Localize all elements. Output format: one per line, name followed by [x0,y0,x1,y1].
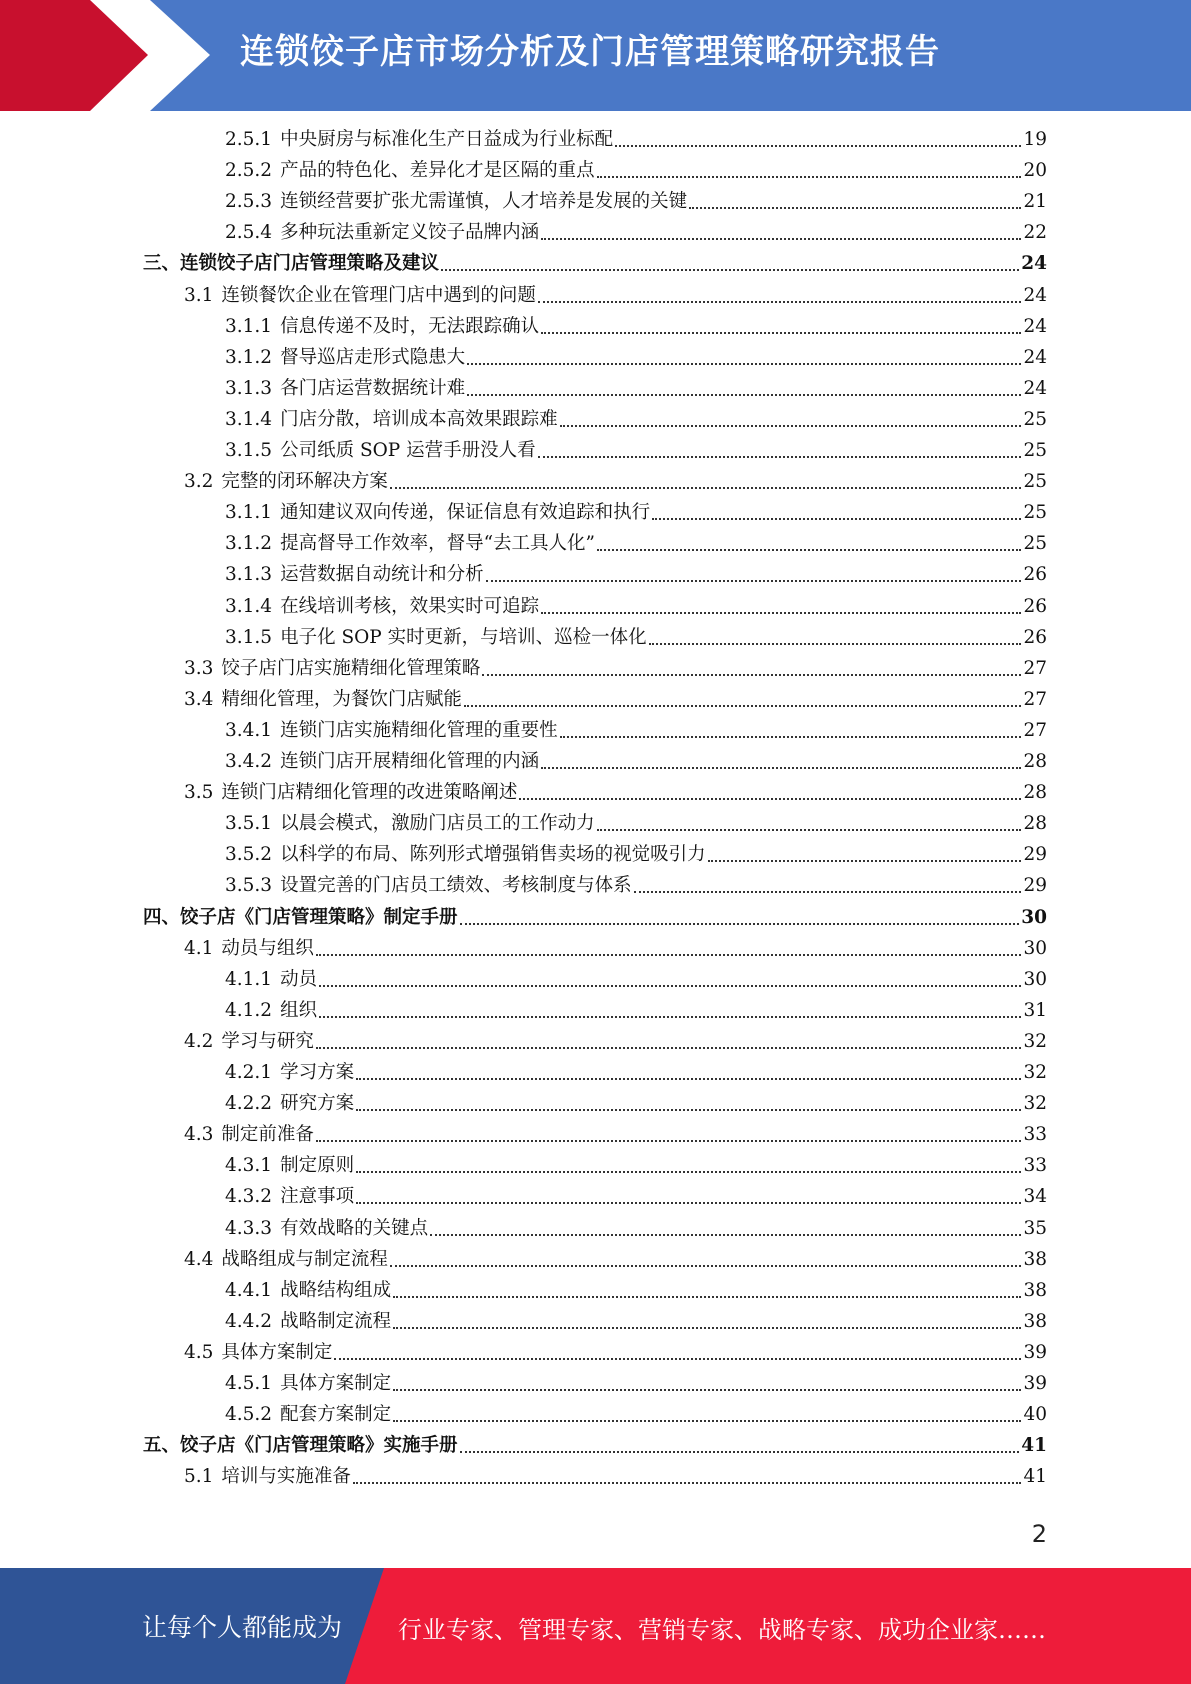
toc-entry-number: 3.4.1 [225,719,273,741]
toc-leader-dots [634,891,1022,893]
toc-leader-dots [560,736,1022,738]
toc-entry-page: 24 [1023,346,1047,368]
toc-entry-number: 3.1.2 [225,346,273,368]
toc-entry-number: 3.5.3 [225,875,273,897]
toc-entry-title: 三、连锁饺子店门店管理策略及建议 [143,253,440,275]
toc-entry[interactable] [184,1122,1047,1148]
toc-entry[interactable] [225,438,1047,464]
toc-leader-dots [393,1296,1021,1298]
toc-entry-title: 具体方案制定 [280,1373,392,1394]
toc-entry[interactable] [225,811,1047,837]
toc-entry[interactable] [225,562,1047,588]
toc-entry-page: 27 [1023,657,1047,679]
toc-entry-title: 学习方案 [280,1062,355,1083]
toc-entry-title: 研究方案 [280,1093,355,1115]
toc-entry-title: 以晨会模式，激励门店员工的工作动力 [280,813,595,835]
toc-entry-number: 3.1 [184,284,214,306]
toc-entry[interactable] [225,749,1047,775]
toc-leader-dots [597,549,1021,551]
toc-entry-title: 多种玩法重新定义饺子品牌内涵 [280,222,540,244]
toc-entry-title: 饺子店门店实施精细化管理策略 [221,657,481,679]
toc-entry[interactable] [225,220,1047,246]
toc-entry-number: 3.2 [184,471,214,493]
toc-entry-page: 41 [1023,1466,1047,1488]
toc-entry-title: 连锁门店开展精细化管理的内涵 [280,751,540,772]
toc-entry-page: 32 [1023,1062,1047,1083]
toc-entry-page: 24 [1023,284,1047,306]
page-footer [0,1568,1191,1684]
toc-entry[interactable] [225,873,1047,899]
toc-entry[interactable] [184,656,1047,682]
toc-entry[interactable] [225,376,1047,402]
toc-entry-title: 战略结构组成 [280,1279,392,1301]
toc-entry-number: 4.1.1 [225,968,273,990]
toc-entry-page: 33 [1023,1124,1047,1146]
toc-entry-title: 学习与研究 [221,1030,314,1052]
toc-entry[interactable] [225,1060,1047,1086]
toc-entry-title: 连锁门店实施精细化管理的重要性 [280,719,558,741]
toc-entry-title: 设置完善的门店员工绩效、考核制度与体系 [280,875,632,897]
toc-entry-title: 提高督导工作效率，督导“去工具人化” [280,533,595,555]
toc-entry-page: 20 [1023,160,1047,182]
toc-entry-title: 制定原则 [280,1155,355,1177]
toc-leader-dots [356,1202,1021,1204]
toc-leader-dots [482,674,1021,676]
toc-entry-number: 3.1.2 [225,533,273,555]
toc-entry[interactable] [184,1340,1047,1366]
toc-entry-number: 3.1.3 [225,377,273,399]
toc-leader-dots [560,425,1022,427]
toc-entry-number: 3.3 [184,657,214,679]
toc-entry-page: 32 [1023,1093,1047,1115]
toc-entry-page: 33 [1023,1155,1047,1177]
toc-entry-number: 4.5.1 [225,1373,273,1394]
toc-leader-dots [597,176,1022,178]
toc-entry-page: 28 [1023,751,1047,772]
toc-entry-title: 门店分散，培训成本高效果跟踪难 [280,408,558,430]
toc-entry[interactable] [225,500,1047,526]
toc-entry[interactable] [225,531,1047,557]
toc-entry-title: 动员 [280,968,318,990]
toc-entry-page: 28 [1023,813,1047,835]
toc-leader-dots [319,985,1021,987]
toc-entry-page: 38 [1023,1279,1047,1301]
toc-entry[interactable] [225,1091,1047,1117]
toc-entry-title: 动员与组织 [221,937,314,959]
toc-leader-dots [316,954,1022,956]
toc-leader-dots [467,394,1021,396]
toc-entry-page: 30 [1021,906,1047,928]
toc-entry[interactable] [225,625,1047,651]
toc-leader-dots [393,1389,1021,1391]
toc-leader-dots [615,145,1021,147]
toc-entry[interactable] [225,1402,1047,1428]
toc-entry-number: 4.2 [184,1030,214,1052]
toc-entry-number: 5.1 [184,1466,214,1488]
toc-entry-page: 25 [1023,533,1047,555]
toc-entry-page: 34 [1023,1186,1047,1208]
toc-leader-dots [390,487,1022,489]
toc-entry-title: 产品的特色化、差异化才是区隔的重点 [280,160,595,182]
toc-entry[interactable] [225,842,1047,868]
toc-leader-dots [460,1451,1020,1453]
toc-entry-number: 2.5.3 [225,191,273,213]
toc-leader-dots [390,1265,1022,1267]
toc-entry-page: 41 [1021,1435,1047,1457]
toc-entry[interactable] [184,1464,1047,1490]
toc-entry-number: 4.4 [184,1248,214,1270]
toc-leader-dots [430,1234,1021,1236]
toc-entry-page: 26 [1023,564,1047,586]
toc-entry[interactable] [143,251,1047,277]
toc-entry-title: 公司纸质 SOP 运营手册没人看 [280,440,536,461]
toc-entry-title: 战略制定流程 [280,1310,392,1332]
toc-entry-title: 以科学的布局、陈列形式增强销售卖场的视觉吸引力 [280,844,706,866]
toc-leader-dots [319,1016,1021,1018]
toc-leader-dots [486,580,1022,582]
toc-entry[interactable] [184,469,1047,495]
toc-leader-dots [597,829,1022,831]
toc-entry[interactable] [225,158,1047,184]
toc-entry[interactable] [184,283,1047,309]
toc-entry-title: 战略组成与制定流程 [221,1248,388,1270]
toc-entry-page: 25 [1023,408,1047,430]
toc-entry-title: 督导巡店走形式隐患大 [280,346,466,368]
toc-entry[interactable] [184,1247,1047,1273]
toc-entry[interactable] [225,407,1047,433]
toc-entry-page: 21 [1023,191,1047,213]
toc-entry-page: 22 [1023,222,1047,244]
toc-entry-number: 3.5.1 [225,813,273,835]
toc-entry-title: 信息传递不及时，无法跟踪确认 [280,315,540,337]
toc-leader-dots [519,798,1021,800]
toc-entry[interactable] [225,998,1047,1024]
toc-entry[interactable] [143,1433,1047,1459]
toc-entry-page: 26 [1023,595,1047,617]
toc-entry-number: 2.5.1 [225,129,273,150]
toc-entry-page: 24 [1021,253,1047,275]
toc-leader-dots [356,1109,1021,1111]
toc-entry-title: 电子化 SOP 实时更新，与培训、巡检一体化 [280,626,647,648]
toc-entry-number: 4.1 [184,937,214,959]
toc-entry-number: 4.2.2 [225,1093,273,1115]
toc-entry-number: 3.5 [184,782,214,804]
toc-entry-title: 连锁门店精细化管理的改进策略阐述 [221,782,518,804]
page-number: 2 [1031,1520,1047,1548]
toc-entry-title: 完整的闭环解决方案 [221,471,388,493]
toc-entry-number: 3.1.5 [225,626,273,648]
toc-leader-dots [441,269,1019,271]
toc-entry-page: 26 [1023,626,1047,648]
toc-entry-number: 4.3.3 [225,1217,273,1239]
toc-entry-number: 3.1.1 [225,502,273,524]
toc-entry[interactable] [225,314,1047,340]
toc-entry-number: 3.1.4 [225,408,273,430]
toc-leader-dots [316,1140,1022,1142]
toc-entry[interactable] [184,687,1047,713]
toc-entry[interactable] [225,594,1047,620]
toc-entry-page: 19 [1023,129,1047,150]
toc-entry-title: 连锁餐饮企业在管理门店中遇到的问题 [221,284,536,306]
toc-entry[interactable] [225,718,1047,744]
toc-entry-page: 31 [1023,999,1047,1021]
toc-entry-page: 39 [1023,1373,1047,1394]
toc-entry-title: 在线培训考核，效果实时可追踪 [280,595,540,617]
toc-entry-page: 28 [1023,782,1047,804]
toc-entry-title: 五、饺子店《门店管理策略》实施手册 [143,1435,458,1457]
toc-entry-number: 3.4.2 [225,751,273,772]
toc-entry-title: 通知建议双向传递，保证信息有效追踪和执行 [280,502,651,524]
toc-leader-dots [541,612,1021,614]
toc-entry-number: 3.1.3 [225,564,273,586]
toc-leader-dots [708,860,1022,862]
toc-entry-number: 4.3.1 [225,1155,273,1177]
toc-entry[interactable] [225,127,1047,153]
toc-leader-dots [393,1420,1021,1422]
toc-entry-title: 有效战略的关键点 [280,1217,429,1239]
toc-entry-number: 4.5 [184,1341,214,1363]
toc-entry-title: 各门店运营数据统计难 [280,377,466,399]
toc-leader-dots [356,1171,1021,1173]
toc-entry[interactable] [184,936,1047,962]
toc-entry-number: 3.4 [184,688,214,710]
toc-leader-dots [356,1078,1021,1080]
toc-entry-title: 组织 [280,999,318,1021]
toc-entry-page: 24 [1023,315,1047,337]
toc-entry-title: 连锁经营要扩张尤需谨慎，人才培养是发展的关键 [280,191,688,213]
toc-entry-page: 30 [1023,968,1047,990]
toc-entry-title: 制定前准备 [221,1124,314,1146]
toc-leader-dots [689,207,1021,209]
toc-entry-page: 25 [1023,440,1047,461]
toc-entry-page: 25 [1023,502,1047,524]
toc-entry-number: 3.1.1 [225,315,273,337]
toc-entry-number: 4.1.2 [225,999,273,1021]
footer-slogan-right: 行业专家、管理专家、营销专家、战略专家、成功企业家…… [398,1616,1046,1644]
toc-entry[interactable] [225,1309,1047,1335]
toc-entry-title: 四、饺子店《门店管理策略》制定手册 [143,906,458,928]
footer-slogan-left: 让每个人都能成为 [142,1613,343,1642]
toc-leader-dots [652,518,1021,520]
toc-entry-number: 4.3.2 [225,1186,273,1208]
toc-leader-dots [541,238,1021,240]
toc-entry-number: 4.4.2 [225,1310,273,1332]
toc-entry[interactable] [225,345,1047,371]
toc-entry-number: 3.1.5 [225,440,273,461]
toc-entry-number: 4.5.2 [225,1404,273,1426]
toc-entry-page: 35 [1023,1217,1047,1239]
toc-leader-dots [467,363,1021,365]
toc-leader-dots [316,1047,1022,1049]
toc-leader-dots [464,705,1022,707]
toc-leader-dots [541,767,1021,769]
toc-entry-number: 2.5.2 [225,160,273,182]
toc-entry-number: 3.5.2 [225,844,273,866]
toc-entry[interactable] [225,967,1047,993]
toc-entry-page: 40 [1023,1404,1047,1426]
page-header [0,0,1191,111]
toc-entry-page: 39 [1023,1341,1047,1363]
toc-entry[interactable] [143,905,1047,931]
toc-leader-dots [334,1358,1021,1360]
toc-leader-dots [460,923,1020,925]
toc-entry-page: 25 [1023,471,1047,493]
toc-entry-page: 27 [1023,719,1047,741]
toc-entry-page: 38 [1023,1310,1047,1332]
toc-entry-number: 4.3 [184,1124,214,1146]
toc-entry[interactable] [225,1216,1047,1242]
toc-leader-dots [649,643,1022,645]
toc-entry-number: 2.5.4 [225,222,273,244]
toc-entry-title: 精细化管理，为餐饮门店赋能 [221,688,462,710]
toc-entry-title: 配套方案制定 [280,1404,392,1426]
toc-entry-number: 4.2.1 [225,1062,273,1083]
toc-entry[interactable] [225,1153,1047,1179]
toc-entry-page: 24 [1023,377,1047,399]
toc-entry-number: 3.1.4 [225,595,273,617]
toc-entry-page: 30 [1023,937,1047,959]
toc-entry[interactable] [225,1371,1047,1397]
toc-leader-dots [538,301,1022,303]
toc-entry[interactable] [225,1278,1047,1304]
toc-entry[interactable] [225,189,1047,215]
toc-entry[interactable] [225,1184,1047,1210]
toc-leader-dots [393,1327,1021,1329]
toc-leader-dots [538,456,1022,458]
toc-entry-title: 具体方案制定 [221,1341,333,1363]
toc-entry-page: 27 [1023,688,1047,710]
toc-leader-dots [541,332,1021,334]
toc-entry-page: 29 [1023,875,1047,897]
toc-entry-title: 注意事项 [280,1186,355,1208]
toc-entry-number: 4.4.1 [225,1279,273,1301]
toc-leader-dots [353,1482,1022,1484]
toc-entry-page: 32 [1023,1030,1047,1052]
toc-entry[interactable] [184,780,1047,806]
toc-entry-title: 培训与实施准备 [221,1466,351,1488]
toc-entry-page: 29 [1023,844,1047,866]
toc-entry-page: 38 [1023,1248,1047,1270]
toc-entry[interactable] [184,1029,1047,1055]
toc-entry-title: 中央厨房与标准化生产日益成为行业标配 [280,129,614,150]
toc-entry-title: 运营数据自动统计和分析 [280,564,484,586]
report-title: 连锁饺子店市场分析及门店管理策略研究报告 [240,32,940,72]
